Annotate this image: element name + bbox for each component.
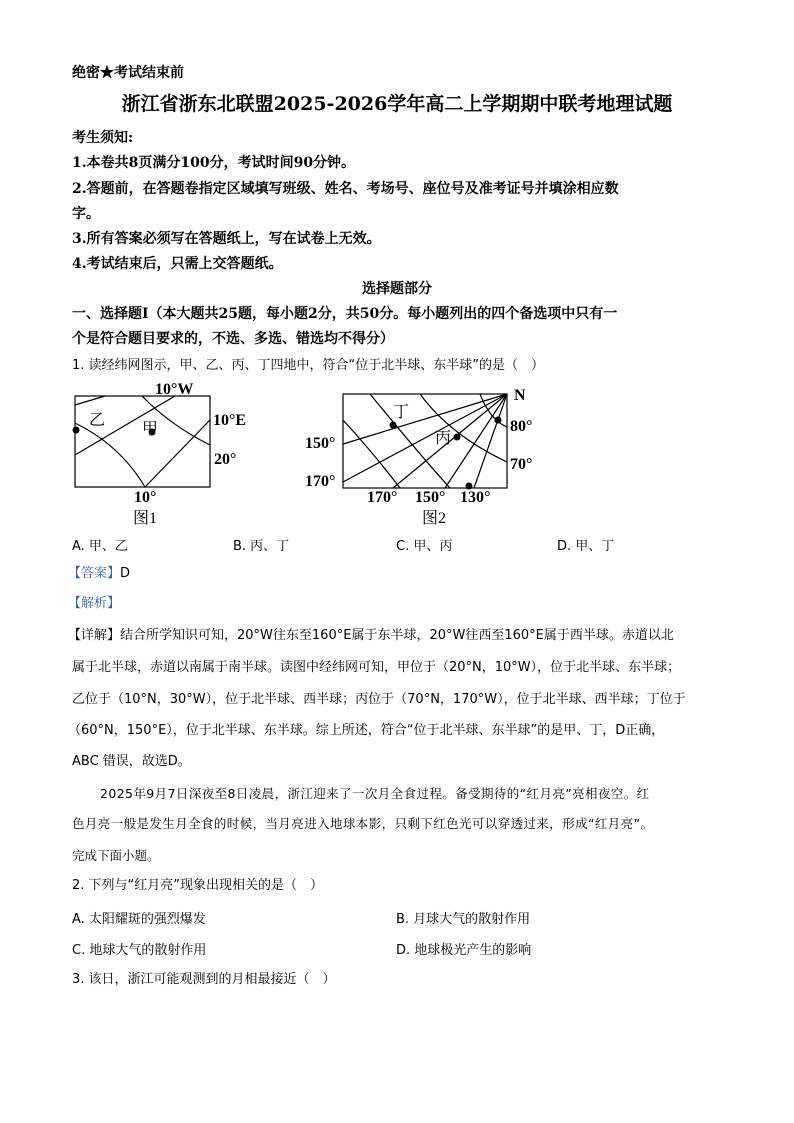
detail-text: 属于北半球，赤道以南属于南半球。读图中经纬网可知，甲位于（20°N，10°W），位于北半球、东半球； <box>72 660 681 675</box>
notice-item: 1.本卷共8页满分100分，考试时间90分钟。 <box>72 155 356 171</box>
q2-option-c: C. 地球大气的散射作用 <box>72 943 207 958</box>
material-text: 完成下面小题。 <box>72 848 160 863</box>
answer-value: D <box>120 566 131 581</box>
fig2-point-label: 丁 <box>393 404 410 421</box>
figure-1-graticule <box>0 375 560 530</box>
analysis-tag: 【解析】 <box>68 596 121 611</box>
material-text: 2025年9月7日深夜至8日凌晨，浙江迎来了一次月全食过程。备受期待的“红月亮”亮相夜空。红 <box>100 786 650 801</box>
fig1-label: 10°W <box>155 381 194 398</box>
fig2-label: 130° <box>460 489 491 506</box>
q1-option-c: C. 甲、丙 <box>396 539 453 554</box>
notice-heading: 考生须知: <box>72 130 134 146</box>
section-heading: 选择题部分 <box>362 281 432 297</box>
question-1-stem: 1. 读经纬网图示，甲、乙、丙、丁四地中，符合“位于北半球、东半球”的是（ ） <box>72 358 545 373</box>
q2-option-d: D. 地球极光产生的影响 <box>396 943 532 958</box>
fig2-label: 150° <box>305 435 336 452</box>
notice-item: 3.所有答案必须写在答题纸上，写在试卷上无效。 <box>72 231 381 247</box>
fig2-label: 170° <box>367 489 398 506</box>
fig2-label: 150° <box>415 489 446 506</box>
question-2-stem: 2. 下列与“红月亮”现象出现相关的是（ ） <box>72 878 324 893</box>
detail-tag: 【详解】 <box>68 628 121 643</box>
detail-text: 结合所学知识可知，20°W往东至160°E属于东半球，20°W往西至160°E属于西半球。赤道以北 <box>120 628 674 643</box>
notice-item: 2.答题前，在答题卷指定区域填写班级、姓名、考场号、座位号及准考证号并填涂相应数 <box>72 181 619 197</box>
detail-text: （60°N，150°E），位于北半球、东半球。综上所述，符合“位于北半球、东半球”的是甲、丁，D正确， <box>68 723 665 738</box>
answer-tag: 【答案】 <box>68 566 121 581</box>
fig2-lines <box>343 394 507 488</box>
q1-option-b: B. 丙、丁 <box>233 539 290 554</box>
q1-option-d: D. 甲、丁 <box>557 539 615 554</box>
page-title: 浙江省浙东北联盟2025-2026学年高二上学期期中联考地理试题 <box>121 93 673 115</box>
section-intro: 一、选择题Ⅰ（本大题共25题，每小题2分，共50分。每小题列出的四个备选项中只有一 <box>72 306 618 322</box>
fig2-frame <box>343 394 507 488</box>
notice-item: 4.考试结束后，只需上交答题纸。 <box>72 256 283 272</box>
fig1-label: 10° <box>134 489 157 506</box>
q1-option-a: A. 甲、乙 <box>72 539 128 554</box>
fig2-label: 170° <box>305 473 336 490</box>
fig2-label: 70° <box>510 456 533 473</box>
fig2-point-label: 丙 <box>435 430 452 447</box>
fig1-point-label: 甲 <box>142 421 159 438</box>
secret-label: 绝密★考试结束前 <box>72 65 184 81</box>
fig1-label: 20° <box>214 451 237 468</box>
fig2-caption: 图2 <box>422 510 447 527</box>
q2-option-a: A. 太阳耀斑的强烈爆发 <box>72 912 206 927</box>
section-intro: 个是符合题目要求的，不选、多选、错选均不得分） <box>72 331 394 347</box>
q2-option-b: B. 月球大气的散射作用 <box>396 912 531 927</box>
fig1-label: 10°E <box>213 412 247 429</box>
fig1-point-label: 乙 <box>89 412 106 429</box>
material-text: 色月亮一般是发生月全食的时候，当月亮进入地球本影，只剩下红色光可以穿透过来，形成“红月亮”。 <box>72 816 654 831</box>
fig2-label: 80° <box>510 418 533 435</box>
fig1-lines <box>75 396 210 487</box>
notice-item: 字。 <box>72 206 100 222</box>
detail-text: ABC 错误，故选D。 <box>72 754 191 769</box>
question-3-stem: 3. 该日，浙江可能观测到的月相最接近（ ） <box>72 972 336 987</box>
fig2-label: N <box>514 387 526 404</box>
detail-text: 乙位于（10°N，30°W），位于北半球、西半球；丙位于（70°N，170°W），位于北半球、西半球；丁位于 <box>72 692 686 707</box>
fig1-caption: 图1 <box>133 510 158 527</box>
detail-line <box>68 627 674 645</box>
answer-line <box>68 565 130 583</box>
